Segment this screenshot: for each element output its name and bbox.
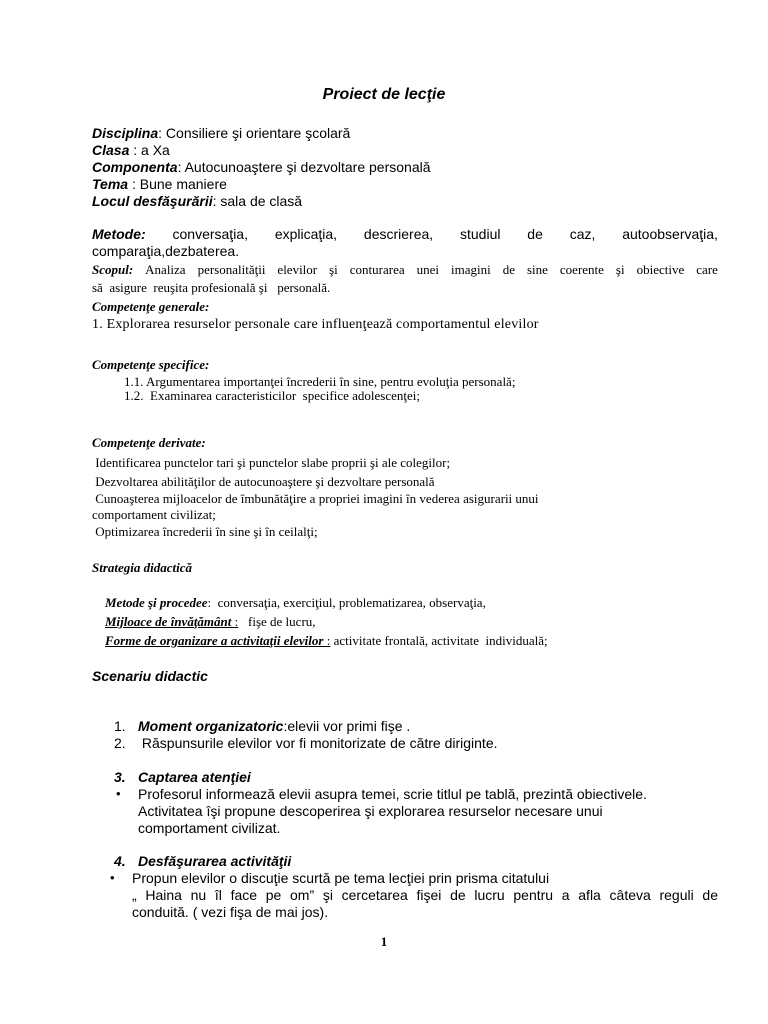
header-row-disciplina [92, 125, 350, 141]
header-value: a Xa [137, 142, 170, 158]
scopul-word: personalităţii [197, 262, 266, 277]
competente-specifice-item: 1.1. Argumentarea importanţei încrederii în sine, pentru evoluţia personală; [124, 374, 516, 389]
strategia-label: Forme de organizare a activitaţii elevilor [105, 633, 327, 648]
header-row-clasa [92, 142, 170, 158]
header-sep: : [129, 142, 138, 158]
scopul-line-2: să asigure reuşita profesională şi personală. [92, 280, 331, 295]
strategia-value: activitate frontală, activitate individuală; [330, 633, 548, 648]
competente-generale-item: 1. Explorarea resurselor personale care influenţează comportamentul elevilor [92, 317, 539, 332]
strategia-sep: : [207, 595, 212, 610]
header-label: Disciplina [92, 125, 159, 141]
header-value: Autocunoaştere şi dezvoltare personală [181, 159, 431, 175]
quote-word: fişei [416, 887, 442, 903]
strategia-heading: Strategia didactică [92, 560, 193, 575]
bullet-icon: • [110, 870, 115, 885]
metode-word: studiul [460, 226, 501, 242]
scenariu-item-number: 1. [114, 718, 126, 734]
scenariu-item-1-text: :elevii vor primi fişe . [283, 718, 411, 734]
scopul-word: elevilor [277, 262, 318, 277]
header-row-tema [92, 176, 227, 192]
quote-word: pentru [513, 887, 554, 903]
quote-word: îl [214, 887, 222, 903]
metode-word: autoobservaţia, [622, 226, 718, 242]
page-number: 1 [380, 934, 388, 949]
quote-word: afla [578, 887, 601, 903]
scopul-label: Scopul: [92, 262, 134, 277]
strategia-sep: : [326, 633, 331, 648]
header-sep: : [128, 176, 136, 192]
scenariu-item-2-text: Răspunsurile elevilor vor fi monitorizate de către diriginte. [138, 735, 498, 751]
metode-line-1 [92, 226, 718, 242]
competente-specifice-heading: Competenţe specifice: [92, 357, 210, 372]
metode-line-2: comparaţia,dezbaterea. [92, 243, 240, 259]
scenariu-item-1 [138, 718, 410, 734]
quote-word: lucru [474, 887, 505, 903]
scenariu-item-4-heading: Desfăşurarea activităţii [138, 853, 292, 869]
scopul-word: de [502, 262, 515, 277]
quote-word: câteva [609, 887, 651, 903]
scopul-word: imagini [451, 262, 491, 277]
scenariu-item-4-line-2 [132, 887, 718, 903]
header-row-componenta [92, 159, 431, 175]
scopul-word: obiective [636, 262, 685, 277]
scopul-word: şi [329, 262, 338, 277]
strategia-label: Mijloace de învăţământ [105, 614, 235, 629]
competente-derivate-heading: Competenţe derivate: [92, 435, 206, 450]
metode-word: caz, [569, 226, 596, 242]
scopul-line-1 [92, 262, 718, 278]
header-value: Bune maniere [135, 176, 227, 192]
scenariu-item-3-line: Profesorul informează elevii asupra temei, scrie titlul pe tablă, prezintă obiectivele. [138, 786, 647, 802]
header-label: Tema [92, 176, 129, 192]
metode-word: conversaţia, [172, 226, 248, 242]
competente-derivate-item: Identificarea punctelor tari şi punctelor slabe proprii şi ale colegilor; [92, 455, 451, 470]
header-label: Locul desfăşurării [92, 193, 213, 209]
scopul-word: coerente [559, 262, 604, 277]
scopul-word: conturarea [349, 262, 405, 277]
strategia-label: Metode şi procedee [105, 595, 208, 610]
metode-word: descrierea, [363, 226, 434, 242]
scenariu-item-4-line-1: Propun elevilor o discuţie scurtă pe tema lecţiei prin prisma citatului [132, 870, 550, 886]
competente-derivate-item: Optimizarea încrederii în sine şi în ceilalţi; [92, 524, 318, 539]
quote-word: om” [290, 887, 315, 903]
competente-derivate-item: Cunoaşterea mijloacelor de îmbunătăţire a propriei imagini în vederea asigurarii unui [92, 491, 539, 506]
quote-word: „ [132, 887, 137, 903]
page-title: Proiect de lecţie [322, 86, 446, 103]
metode-label: Metode: [92, 226, 146, 242]
strategia-value: conversaţia, exerciţiul, problematizarea, observaţia, [211, 595, 486, 610]
competente-generale-heading: Competenţe generale: [92, 299, 210, 314]
scenariu-item-3-line: Activitatea îşi propune descoperirea şi explorarea resurselor necesare unui [138, 803, 603, 819]
competente-specifice-item: 1.2. Examinarea caracteristicilor specifice adolescenţei; [124, 388, 420, 403]
competente-derivate-item: Dezvoltarea abilităţilor de autocunoaştere şi dezvoltare personală [92, 474, 435, 489]
scenariu-item-number: 3. [114, 769, 126, 785]
strategia-sep: : [234, 614, 239, 629]
quote-word: pe [265, 887, 282, 903]
scopul-word: unei [416, 262, 440, 277]
quote-word: reguli [659, 887, 694, 903]
quote-word: face [230, 887, 258, 903]
quote-word: de [450, 887, 466, 903]
strategia-row [92, 617, 548, 665]
quote-word: Haina [145, 887, 182, 903]
header-label: Componenta [92, 159, 178, 175]
header-sep: : [158, 125, 163, 141]
scenariu-item-number: 4. [114, 853, 126, 869]
header-sep: : [212, 193, 217, 209]
bullet-icon: • [116, 786, 121, 801]
header-sep: : [177, 159, 182, 175]
header-value: Consiliere şi orientare şcolară [162, 125, 351, 141]
scenariu-item-1-heading: Moment organizatoric [138, 718, 284, 734]
scopul-word: Analiza [145, 262, 186, 277]
strategia-value: fişe de lucru, [238, 614, 316, 629]
scenariu-item-number: 2. [114, 735, 126, 751]
quote-word: de [702, 887, 718, 903]
quote-word: nu [190, 887, 207, 903]
quote-word: a [561, 887, 570, 903]
header-row-locul [92, 193, 302, 209]
scopul-word: sine [526, 262, 548, 277]
header-label: Clasa [92, 142, 130, 158]
scenariu-item-3-heading: Captarea atenţiei [138, 769, 251, 785]
metode-word: explicaţia, [274, 226, 338, 242]
scenariu-heading: Scenariu didactic [92, 668, 208, 684]
scopul-word: care [696, 262, 718, 277]
quote-word: cercetarea [341, 887, 408, 903]
scenariu-item-3-line: comportament civilizat. [138, 820, 281, 836]
quote-word: şi [322, 887, 333, 903]
metode-word: de [527, 226, 543, 242]
competente-derivate-item: comportament civilizat; [92, 507, 216, 522]
header-value: sala de clasă [216, 193, 303, 209]
scopul-word: şi [615, 262, 625, 277]
scenariu-item-4-line-3: conduită. ( vezi fişa de mai jos). [132, 904, 329, 920]
